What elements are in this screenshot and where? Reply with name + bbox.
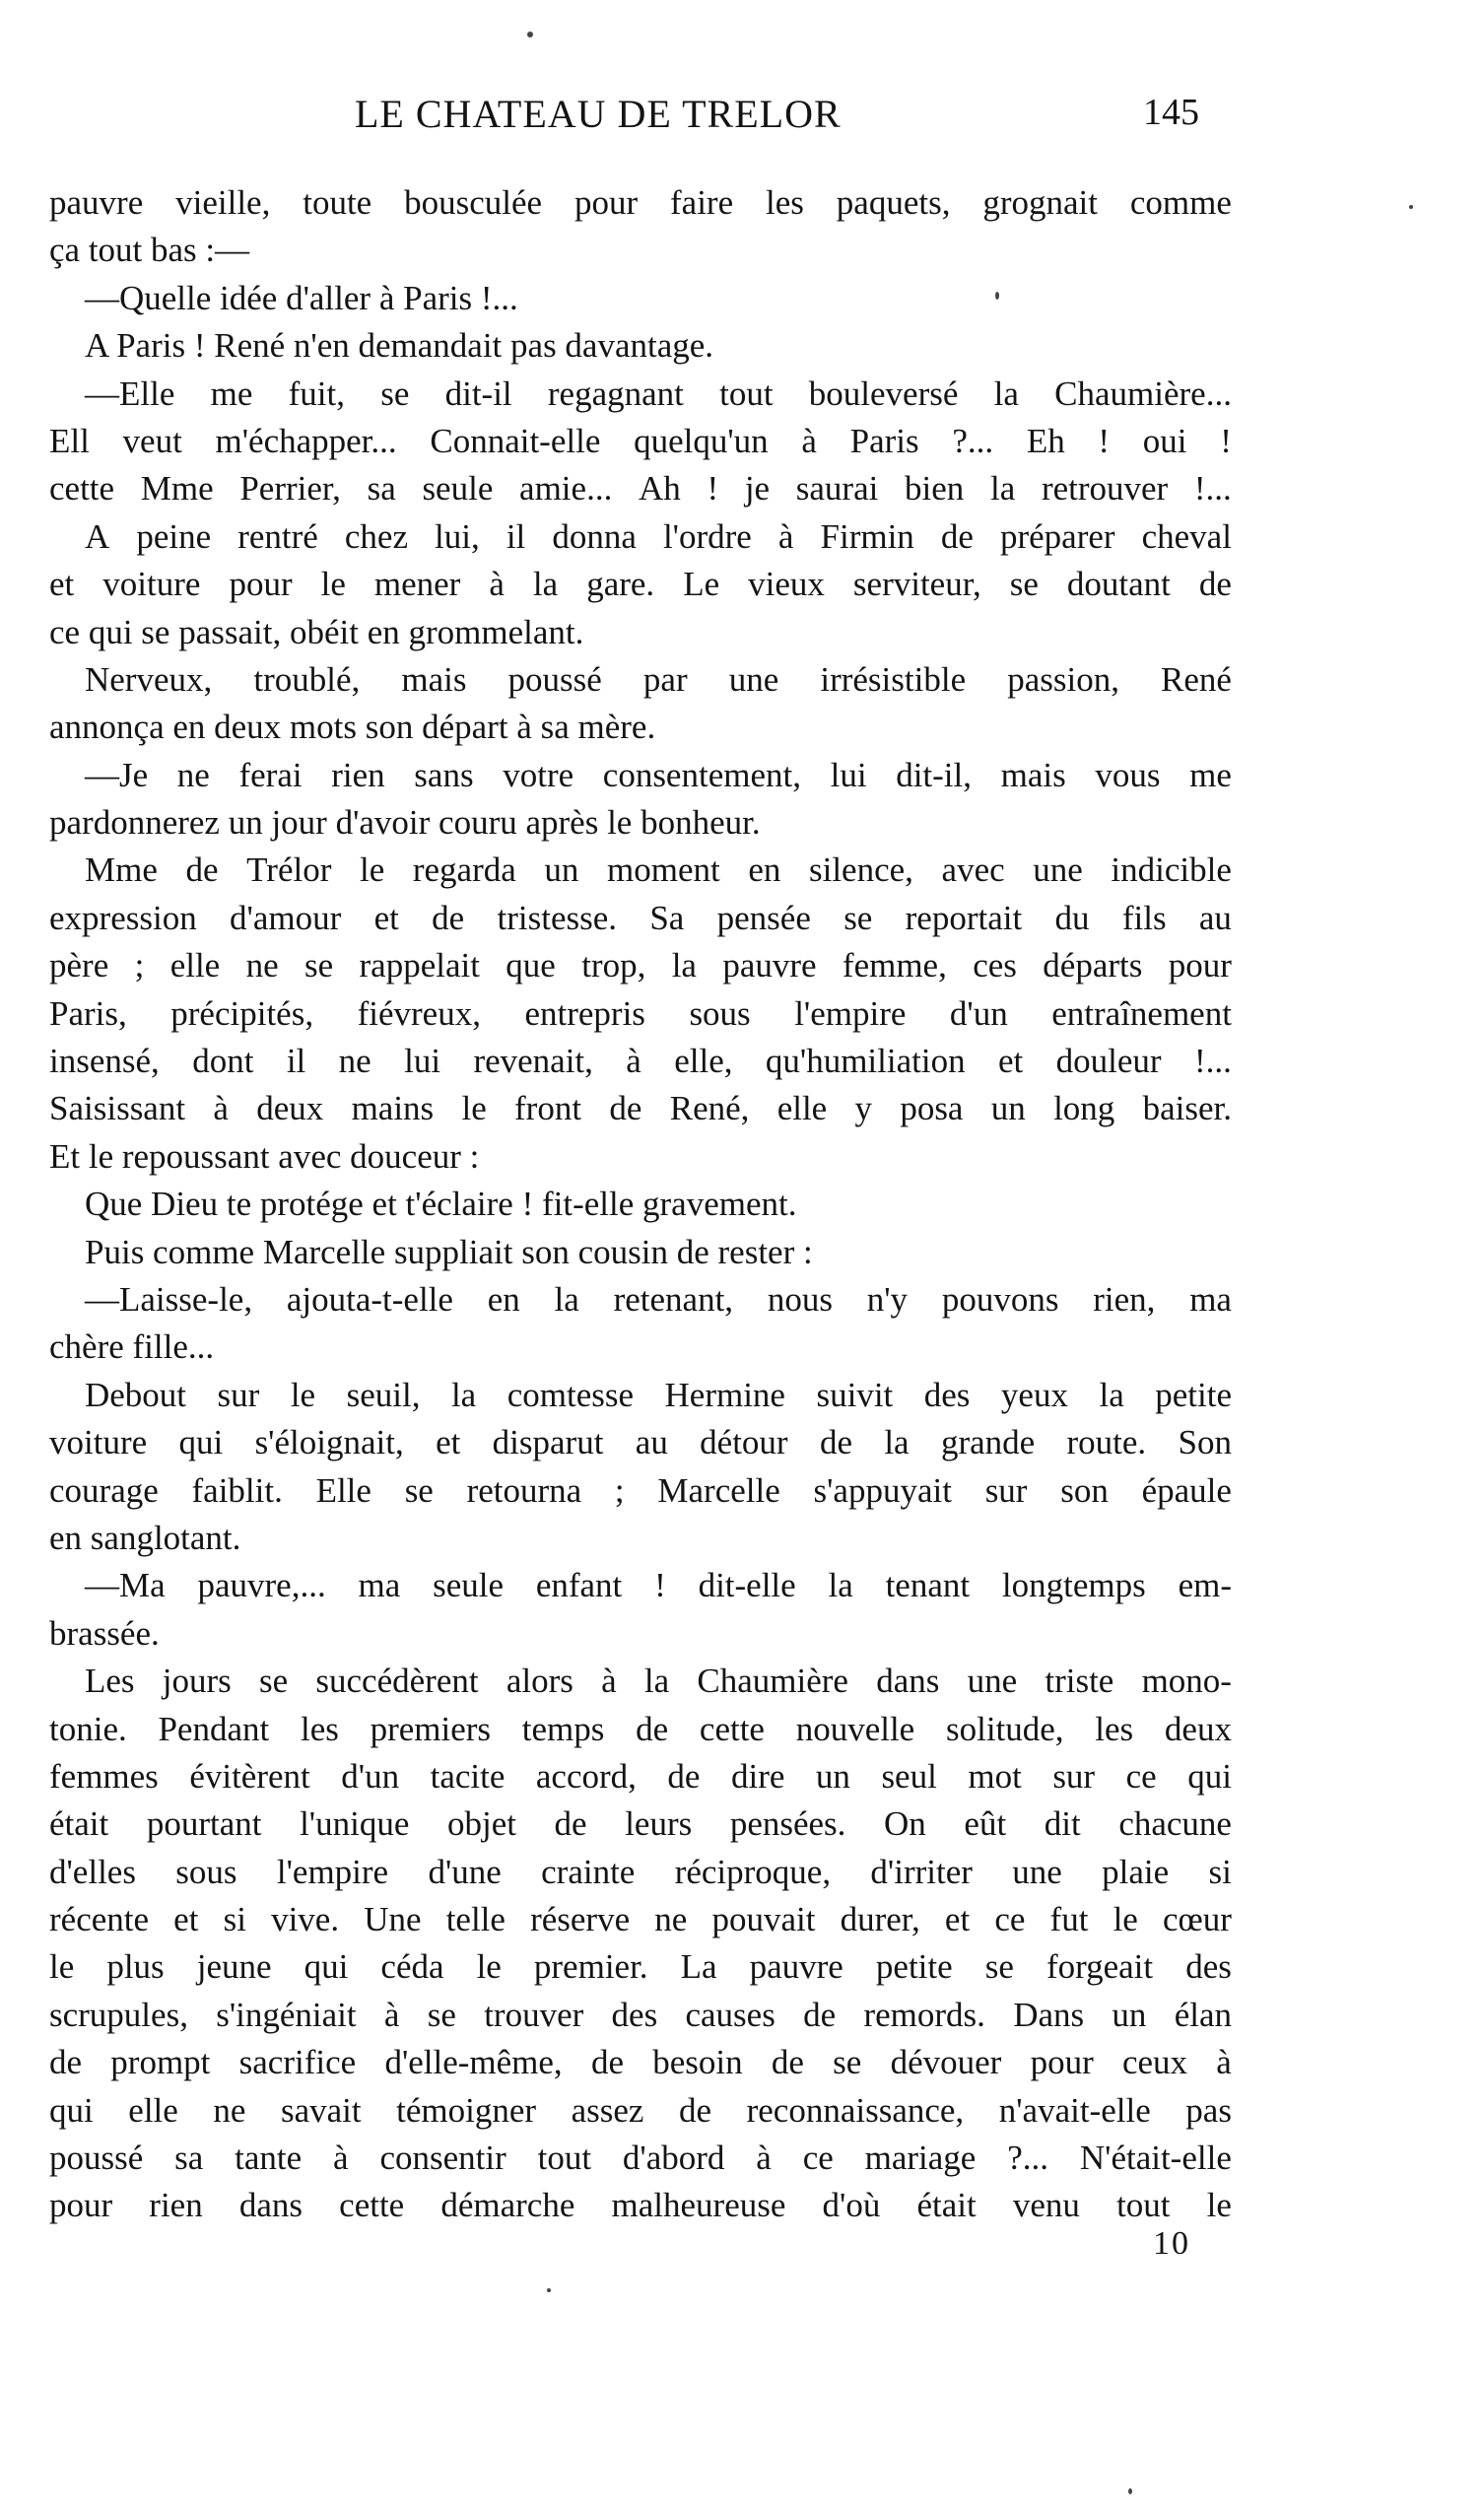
text-line: Nerveux, troublé, mais poussé par une irrésistible passion, René (85, 659, 1232, 699)
text-line: expression d'amour et de tristesse. Sa pensée se reportait du fils au (49, 898, 1232, 937)
text-line: Que Dieu te protége et t'éclaire ! fit-elle gravement. (85, 1185, 797, 1224)
print-speck (1128, 2488, 1132, 2494)
text-line: pour rien dans cette démarche malheureuse d'où était venu tout le (49, 2186, 1232, 2225)
signature-mark: 10 (1153, 2225, 1190, 2262)
text-line: Les jours se succédèrent alors à la Chaumière dans une triste mono- (85, 1662, 1232, 1701)
page-number: 145 (1143, 92, 1199, 133)
text-line: était pourtant l'unique objet de leurs pensées. On eût dit chacune (49, 1804, 1232, 1844)
page-header (0, 91, 1484, 150)
text-line: d'elles sous l'empire d'une crainte réciproque, d'irriter une plaie si (49, 1852, 1232, 1891)
text-line: courage faiblit. Elle se retourna ; Marcelle s'appuyait sur son épaule (49, 1470, 1232, 1510)
body-text (49, 179, 1232, 2230)
text-line: voiture qui s'éloignait, et disparut au détour de la grande route. Son (49, 1423, 1232, 1462)
text-line: père ; elle ne se rappelait que trop, la pauvre femme, ces départs pour (49, 946, 1232, 985)
text-line: poussé sa tante à consentir tout d'abord à ce mariage ?... N'était-elle (49, 2139, 1232, 2178)
text-line: chère fille... (49, 1327, 215, 1367)
text-line: Mme de Trélor le regarda un moment en silence, avec une indicible (85, 850, 1232, 890)
running-title: LE CHATEAU DE TRELOR (355, 92, 842, 136)
text-line: annonça en deux mots son départ à sa mère. (49, 708, 656, 747)
text-line: tonie. Pendant les premiers temps de cette nouvelle solitude, les deux (49, 1709, 1232, 1748)
text-line: qui elle ne savait témoigner assez de reconnaissance, n'avait-elle pas (49, 2090, 1232, 2130)
text-line: Saisissant à deux mains le front de René, elle y posa un long baiser. (49, 1089, 1232, 1128)
text-line: insensé, dont il ne lui revenait, à elle, qu'humiliation et douleur !... (49, 1042, 1232, 1081)
text-line: de prompt sacrifice d'elle-même, de besoin de se dévouer pour ceux à (49, 2043, 1232, 2082)
print-speck (995, 292, 999, 300)
text-line: pardonnerez un jour d'avoir couru après le bonheur. (49, 803, 761, 843)
text-line: et voiture pour le mener à la gare. Le vieux serviteur, se doutant de (49, 565, 1232, 604)
text-line: scrupules, s'ingéniait à se trouver des causes de remords. Dans un élan (49, 1995, 1232, 2034)
text-line: Debout sur le seuil, la comtesse Hermine suivit des yeux la petite (85, 1375, 1232, 1414)
text-line: —Je ne ferai rien sans votre consentement, lui dit-il, mais vous me (85, 755, 1232, 794)
text-line: femmes évitèrent d'un tacite accord, de dire un seul mot sur ce qui (49, 1756, 1232, 1796)
text-line: ça tout bas :— (49, 231, 250, 270)
text-line: A peine rentré chez lui, il donna l'ordre à Firmin de préparer cheval (85, 516, 1232, 556)
text-line: —Quelle idée d'aller à Paris !... (85, 278, 518, 317)
text-line: ce qui se passait, obéit en grommelant. (49, 612, 584, 651)
text-line: —Elle me fuit, se dit-il regagnant tout bouleversé la Chaumière... (85, 374, 1232, 413)
print-speck (1409, 205, 1413, 209)
text-line: Et le repoussant avec douceur : (49, 1136, 480, 1176)
text-line: cette Mme Perrier, sa seule amie... Ah ! je saurai bien la retrouver !... (49, 469, 1232, 509)
text-line: brassée. (49, 1613, 160, 1653)
print-speck (547, 2288, 551, 2292)
text-line: Ell veut m'échapper... Connait-elle quelqu'un à Paris ?... Eh ! oui ! (49, 421, 1232, 460)
text-line: récente et si vive. Une telle réserve ne pouvait durer, et ce fut le cœur (49, 1900, 1232, 1939)
text-line: A Paris ! René n'en demandait pas davantage. (85, 326, 714, 366)
text-line: Puis comme Marcelle suppliait son cousin de rester : (85, 1232, 813, 1271)
print-speck (527, 32, 533, 37)
text-line: Paris, précipités, fiévreux, entrepris sous l'empire d'un entraînement (49, 993, 1232, 1033)
text-line: —Laisse-le, ajouta-t-elle en la retenant, nous n'y pouvons rien, ma (85, 1279, 1232, 1319)
text-line: pauvre vieille, toute bousculée pour faire les paquets, grognait comme (49, 183, 1232, 222)
text-line: le plus jeune qui céda le premier. La pauvre petite se forgeait des (49, 1947, 1232, 1987)
text-line: en sanglotant. (49, 1518, 241, 1557)
text-line: —Ma pauvre,... ma seule enfant ! dit-elle la tenant longtemps em- (85, 1566, 1232, 1605)
